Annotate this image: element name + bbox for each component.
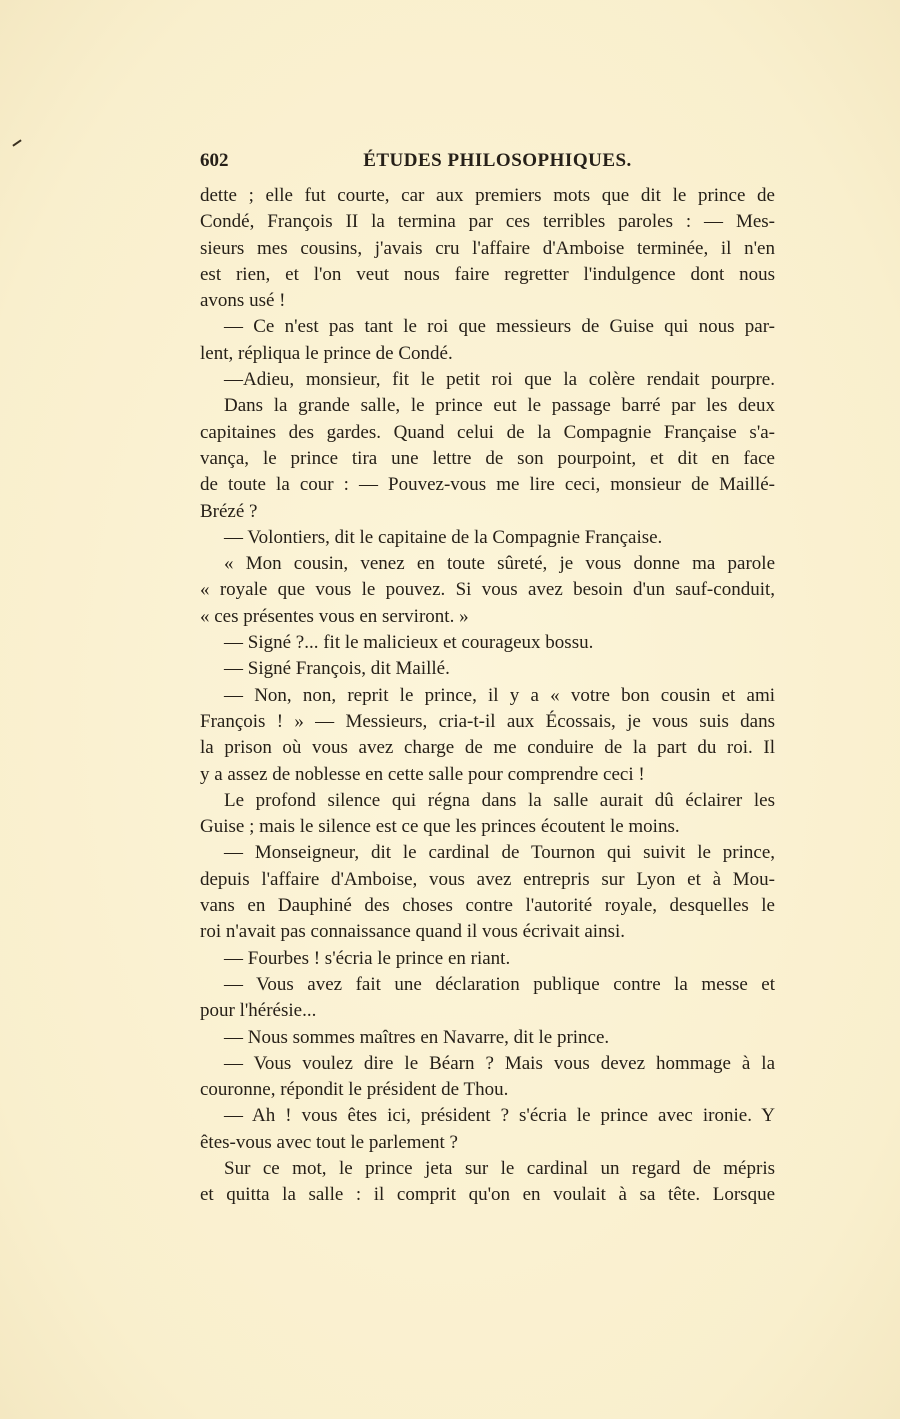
page-body-text (200, 183, 775, 1209)
running-title: ÉTUDES PHILOSOPHIQUES. (363, 150, 632, 171)
text-line: depuis l'affaire d'Amboise, vous avez entrepris sur Lyon et à Mou- (200, 868, 775, 890)
text-line: Le profond silence qui régna dans la salle aurait dû éclairer les (224, 789, 775, 811)
text-line: « royale que vous le pouvez. Si vous avez besoin d'un sauf-conduit, (200, 579, 775, 601)
text-line: Dans la grande salle, le prince eut le passage barré par les deux (224, 395, 775, 417)
text-line: —Adieu, monsieur, fit le petit roi que la colère rendait pourpre. (224, 369, 775, 391)
text-line: y a assez de noblesse en cette salle pour comprendre ceci ! (200, 763, 645, 785)
text-line: dette ; elle fut courte, car aux premiers mots que dit le prince de (200, 185, 775, 206)
text-line: Sur ce mot, le prince jeta sur le cardinal un regard de mépris (224, 1157, 775, 1179)
text-line: — Ce n'est pas tant le roi que messieurs de Guise qui nous par- (224, 316, 775, 338)
text-line: — Signé François, dit Maillé. (224, 658, 450, 680)
text-line: Condé, François II la termina par ces terribles paroles : — Mes- (200, 211, 775, 233)
text-line: la prison où vous avez charge de me conduire de la part du roi. Il (200, 737, 775, 759)
text-line: — Vous voulez dire le Béarn ? Mais vous devez hommage à la (224, 1052, 775, 1074)
text-line: François ! » — Messieurs, cria-t-il aux Écossais, je vous suis dans (200, 710, 775, 732)
text-line: êtes-vous avec tout le parlement ? (200, 1131, 458, 1153)
text-line: avons usé ! (200, 290, 286, 312)
text-line: — Nous sommes maîtres en Navarre, dit le prince. (224, 1026, 610, 1048)
text-line: « ces présentes vous en serviront. » (200, 605, 469, 627)
text-line: pour l'hérésie... (200, 1000, 317, 1022)
text-line: est rien, et l'on veut nous faire regretter l'indulgence dont nous (200, 263, 775, 285)
text-line: sieurs mes cousins, j'avais cru l'affaire d'Amboise terminée, il n'en (200, 237, 775, 259)
text-line: — Ah ! vous êtes ici, président ? s'écria le prince avec ironie. Y (224, 1105, 775, 1127)
text-line: vança, le prince tira une lettre de son pourpoint, et dit en face (200, 447, 775, 469)
text-line: — Signé ?... fit le malicieux et courageux bossu. (224, 632, 594, 654)
text-line: — Fourbes ! s'écria le prince en riant. (224, 947, 511, 969)
running-header (200, 150, 775, 176)
text-line: « Mon cousin, venez en toute sûreté, je vous donne ma parole (224, 553, 775, 575)
text-line: Guise ; mais le silence est ce que les princes écoutent le moins. (200, 816, 680, 838)
text-line: — Volontiers, dit le capitaine de la Compagnie Française. (224, 526, 663, 548)
text-line: roi n'avait pas connaissance quand il vous écrivait ainsi. (200, 921, 625, 943)
text-line: — Vous avez fait une déclaration publique contre la messe et (224, 973, 775, 995)
text-line: — Non, non, reprit le prince, il y a « votre bon cousin et ami (224, 684, 775, 706)
text-line: de toute la cour : — Pouvez-vous me lire ceci, monsieur de Maillé- (200, 474, 775, 496)
text-line: — Monseigneur, dit le cardinal de Tournon qui suivit le prince, (224, 842, 775, 864)
text-line: couronne, répondit le président de Thou. (200, 1079, 509, 1101)
text-line: lent, répliqua le prince de Condé. (200, 342, 453, 364)
text-line: et quitta la salle : il comprit qu'on en voulait à sa tête. Lorsque (200, 1184, 775, 1206)
text-line: vans en Dauphiné des choses contre l'autorité royale, desquelles le (200, 895, 775, 917)
text-line: capitaines des gardes. Quand celui de la Compagnie Française s'a- (200, 421, 775, 443)
text-line: Brézé ? (200, 500, 258, 522)
page-number: 602 (200, 150, 229, 171)
margin-mark (12, 139, 21, 146)
